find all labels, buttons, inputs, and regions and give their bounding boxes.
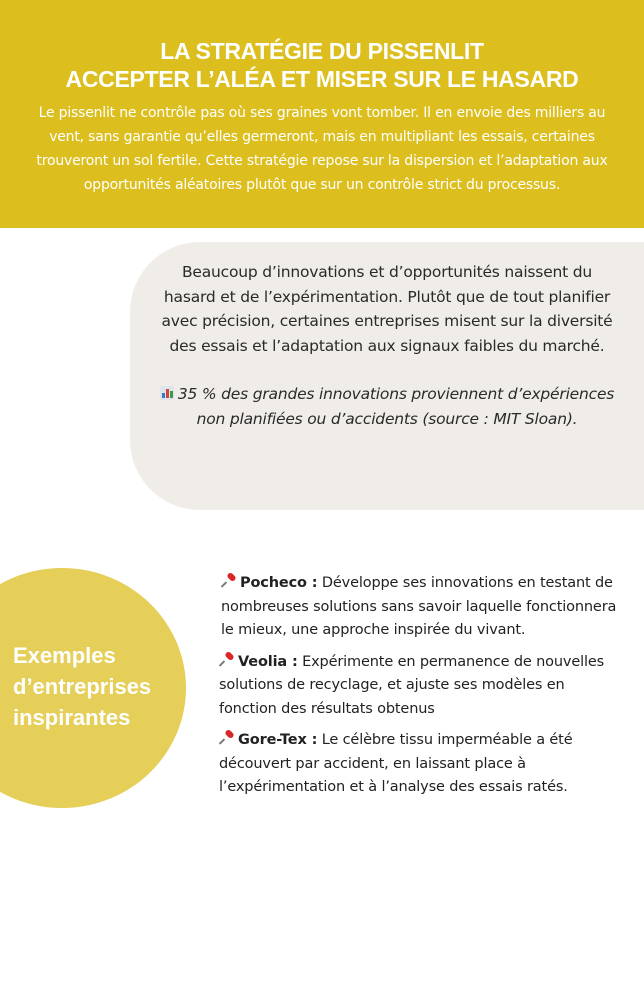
title-line-1: LA STRATÉGIE DU PISSENLIT <box>160 38 484 64</box>
title-line-2: ACCEPTER L’ALÉA ET MISER SUR LE HASARD <box>65 66 579 92</box>
examples-list <box>219 572 624 808</box>
info-callout <box>130 242 644 510</box>
company-name: Gore-Tex : <box>238 732 318 748</box>
header-banner <box>0 0 644 228</box>
example-item <box>219 572 624 643</box>
stat-text: 35 % des grandes innovations proviennent d’expériences non planifiées ou d’accidents (source : MIT Sloan). <box>177 385 615 428</box>
company-name: Veolia : <box>238 653 298 670</box>
example-text: Développe ses innovations en testant de nombreuses solutions sans savoir laquelle fonctionnera le mieux, une approche inspirée du vivant. <box>221 575 617 638</box>
company-name: Pocheco : <box>240 575 318 591</box>
bar-chart-icon <box>160 386 174 400</box>
pushpin-icon <box>219 730 235 745</box>
example-item <box>219 651 624 722</box>
example-item <box>219 729 624 800</box>
callout-stat <box>154 382 620 431</box>
pushpin-icon <box>221 573 237 588</box>
examples-heading: Exemples d’entreprises inspirantes <box>13 643 152 730</box>
example-text: Le célèbre tissu imperméable a été découvert par accident, en laissant place à l’expérimentation et à l’analyse des essais ratés. <box>219 732 573 795</box>
example-text: Expérimente en permanence de nouvelles solutions de recyclage, et ajuste ses modèles en fonction des résultats obtenus <box>219 653 605 717</box>
intro-paragraph: Le pissenlit ne contrôle pas où ses graines vont tomber. Il en envoie des milliers au vent, sans garantie qu’elles germeront, mais en multipliant les essais, certaines trouveront un sol fertile. Cette stratégie repose sur la dispersion et l’adaptation aux opportunités aléatoires plutôt que sur un contrôle strict du processus. <box>36 105 608 193</box>
callout-text: Beaucoup d’innovations et d’opportunités naissent du hasard et de l’expérimentation. Plutôt que de tout planifier avec précision, certaines entreprises misent sur la diversité des essais et l’adaptation aux signaux faibles du marché. <box>161 263 613 355</box>
page-title <box>0 37 644 93</box>
pushpin-icon <box>219 652 235 667</box>
